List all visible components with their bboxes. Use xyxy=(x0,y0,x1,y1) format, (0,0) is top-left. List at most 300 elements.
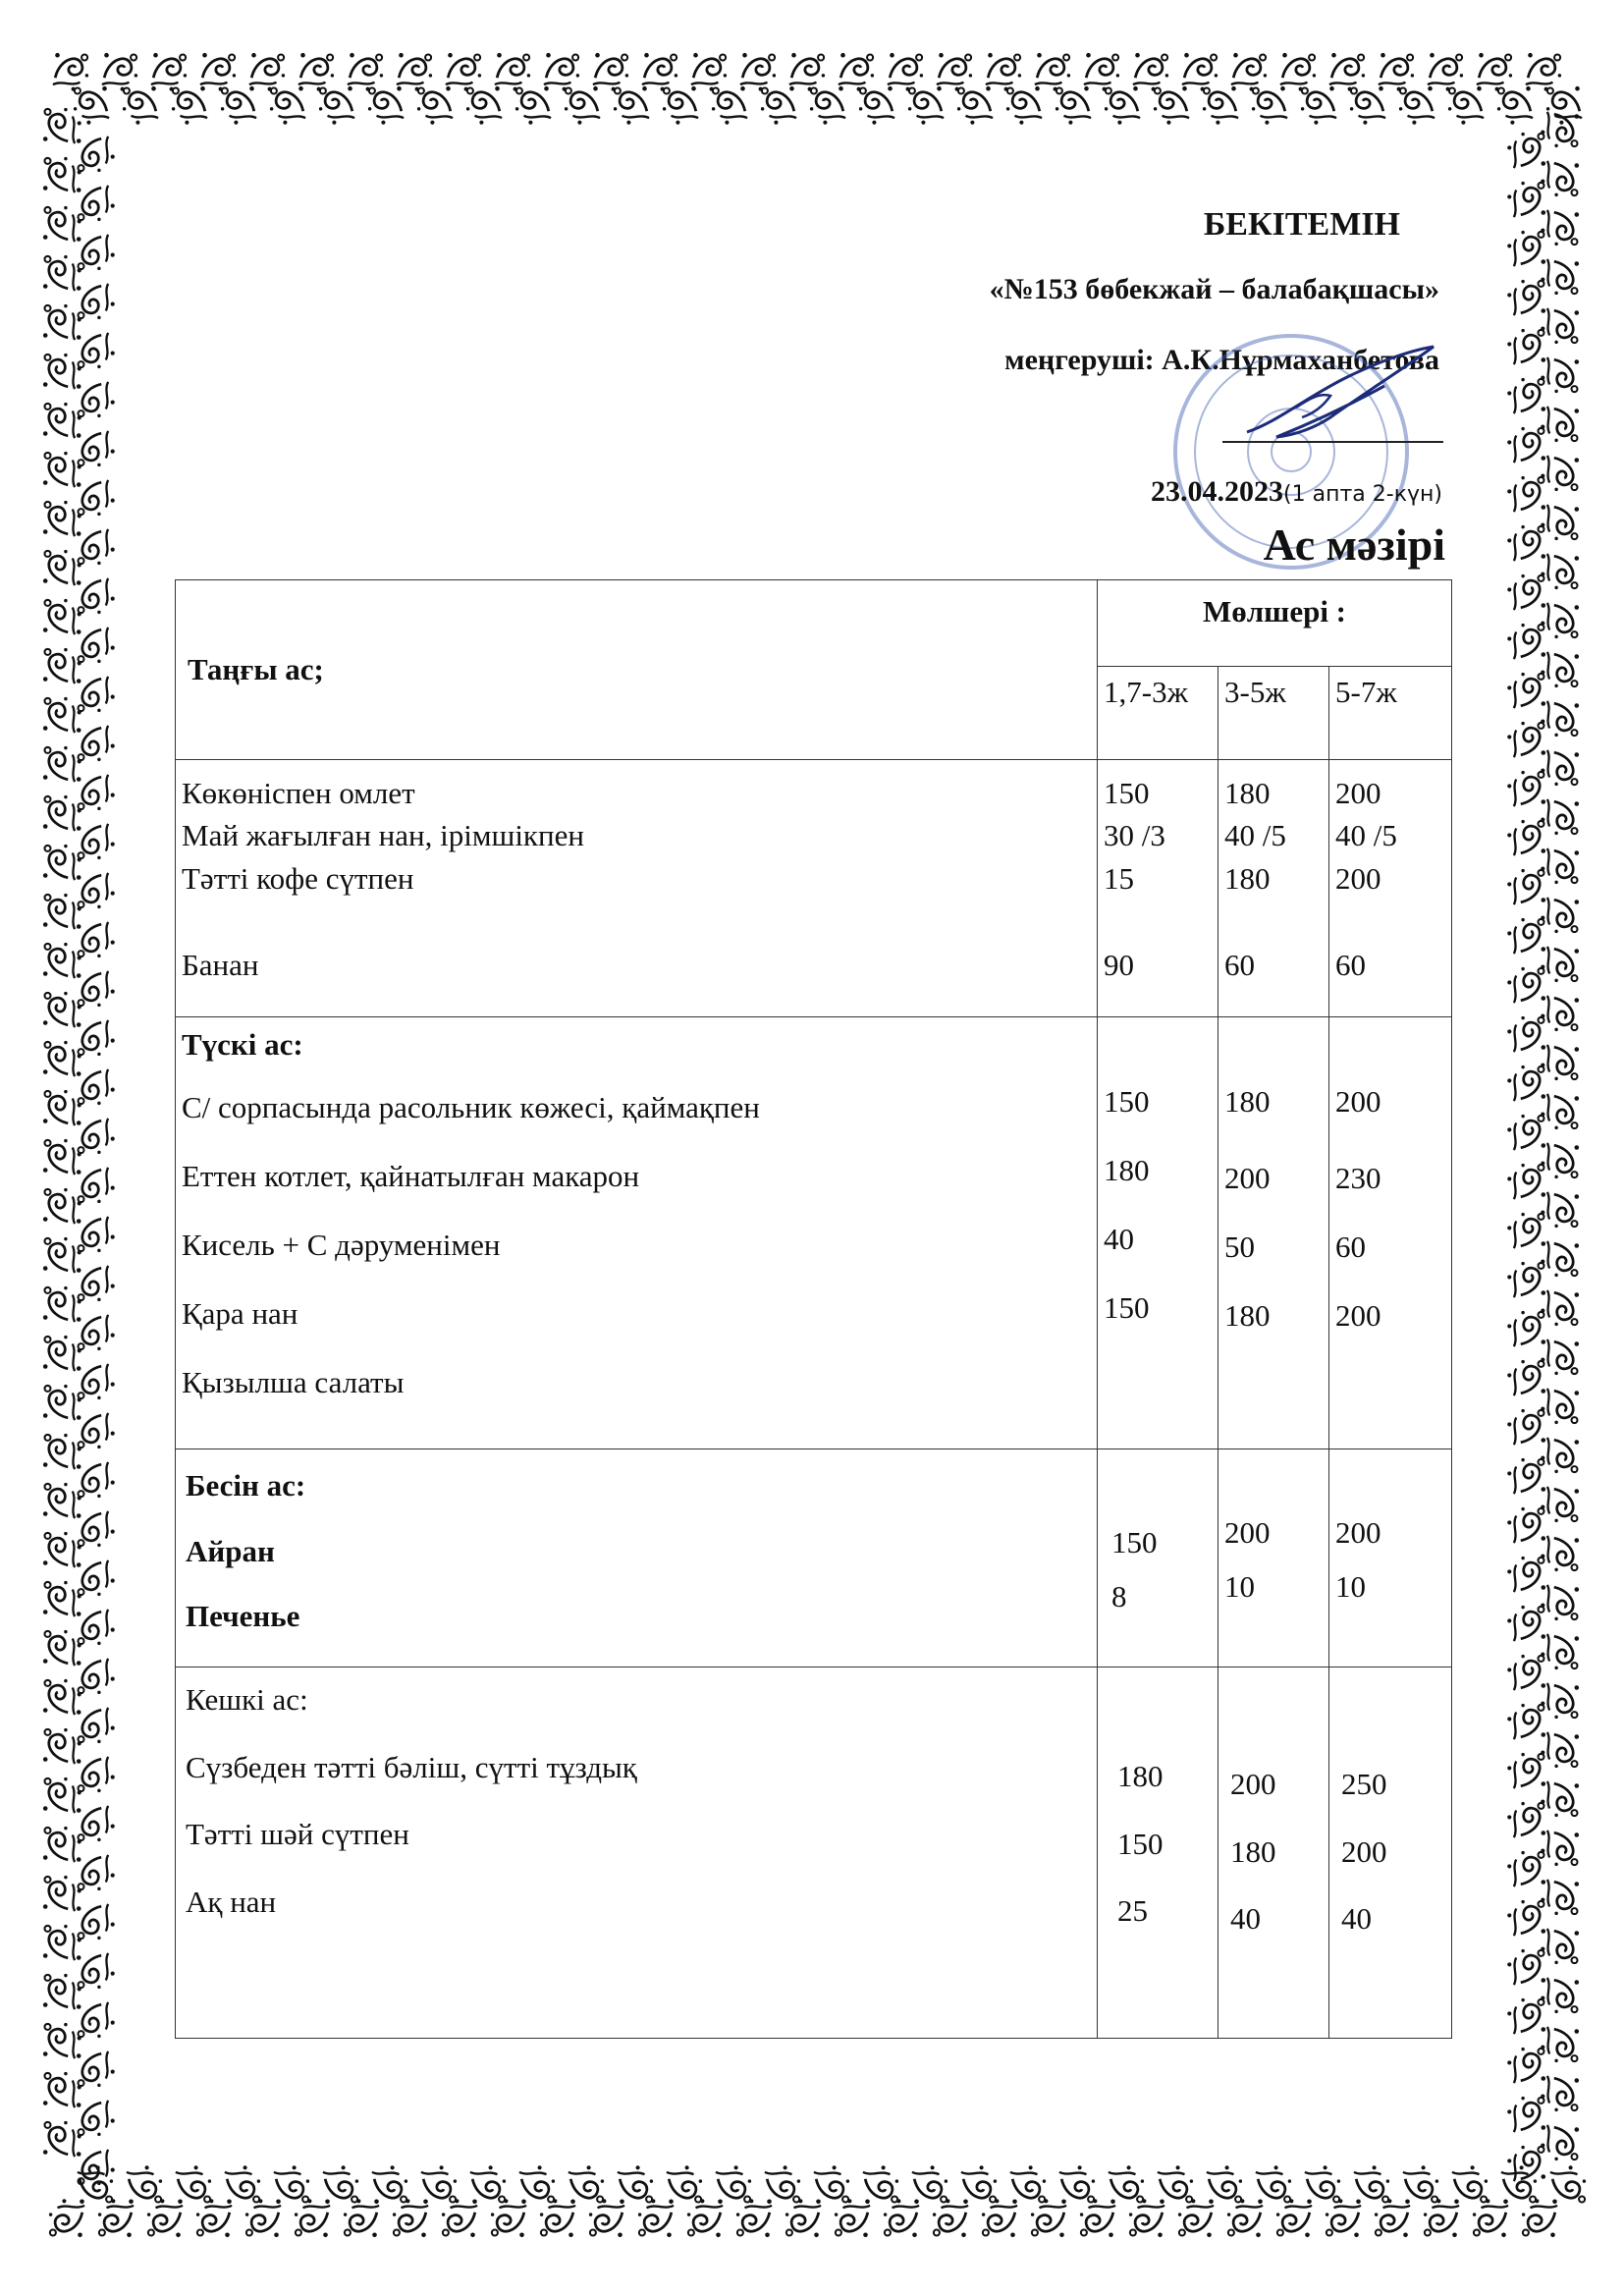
border-ornament xyxy=(77,824,115,859)
border-ornament xyxy=(77,726,115,761)
border-ornament xyxy=(43,1139,81,1175)
border-ornament xyxy=(43,599,81,634)
border-ornament xyxy=(77,235,115,270)
quantity-header-row xyxy=(176,580,1452,667)
border-ornament xyxy=(77,1904,115,1940)
qty-value: 25 xyxy=(1117,1893,1148,1928)
border-ornament xyxy=(1541,848,1579,884)
border-ornament xyxy=(1541,1438,1579,1473)
border-ornament xyxy=(1507,673,1545,708)
border-ornament xyxy=(77,1855,115,1890)
lunch-row xyxy=(176,1017,1452,1449)
border-ornament xyxy=(1473,2199,1508,2237)
qty-value: 10 xyxy=(1224,1568,1255,1604)
border-ornament xyxy=(1326,2199,1361,2237)
border-ornament xyxy=(43,992,81,1027)
border-ornament xyxy=(691,53,727,91)
border-ornament xyxy=(1507,1704,1545,1739)
qty-value: 150 xyxy=(1104,776,1150,810)
border-ornament xyxy=(1507,722,1545,757)
border-ornament xyxy=(1541,161,1579,196)
qty-value: 50 xyxy=(1224,1230,1255,1265)
border-ornament xyxy=(765,2165,800,2204)
border-ornament xyxy=(1010,2165,1046,2204)
border-ornament xyxy=(43,1237,81,1273)
border-ornament xyxy=(933,2199,968,2237)
border-ornament xyxy=(1507,2146,1545,2181)
menu-item: С/ сорпасында расольник көжесі, қаймақпен xyxy=(182,1090,760,1125)
qty-value: 40 xyxy=(1341,1901,1372,1936)
border-ornament xyxy=(466,86,502,125)
border-ornament xyxy=(614,86,649,125)
border-ornament xyxy=(1105,86,1140,125)
border-ornament xyxy=(1507,1507,1545,1543)
border-ornament xyxy=(442,2199,477,2237)
border-ornament xyxy=(77,2051,115,2087)
border-ornament xyxy=(43,1286,81,1322)
border-ornament xyxy=(1507,1949,1545,1985)
border-ornament xyxy=(1501,2165,1537,2204)
border-ornament xyxy=(1403,2165,1438,2204)
border-ornament xyxy=(1084,53,1119,91)
border-ornament xyxy=(77,1806,115,1841)
border-ornament xyxy=(736,2199,772,2237)
border-ornament xyxy=(417,86,453,125)
border-ornament xyxy=(43,1974,81,2009)
border-ornament xyxy=(1154,86,1189,125)
qty-value: 60 xyxy=(1335,948,1366,983)
border-ornament xyxy=(1280,53,1316,91)
border-ornament xyxy=(77,333,115,368)
qty-value: 150 xyxy=(1104,1290,1150,1326)
border-ornament xyxy=(1424,2199,1459,2237)
border-ornament xyxy=(1507,427,1545,463)
border-ornament xyxy=(1541,1732,1579,1768)
qty-value: 200 xyxy=(1224,1161,1271,1196)
menu-item: Кисель + С дәруменімен xyxy=(182,1228,501,1263)
border-ornament xyxy=(863,2165,898,2204)
border-ornament xyxy=(43,1090,81,1125)
border-ornament xyxy=(859,86,894,125)
border-ornament xyxy=(348,53,383,91)
border-ornament xyxy=(1178,2199,1214,2237)
border-ornament xyxy=(1207,2165,1242,2204)
head-name: меңгеруші: А.К.Нұрмаханбетова xyxy=(1004,344,1439,376)
border-ornament xyxy=(1080,2199,1115,2237)
border-ornament xyxy=(1354,2165,1389,2204)
border-ornament xyxy=(565,86,600,125)
border-ornament xyxy=(74,86,109,125)
dinner-title: Кешкі ас: xyxy=(186,1682,308,1717)
menu-item: Еттен котлет, қайнатылған макарон xyxy=(182,1159,640,1194)
qty-value: 40 /5 xyxy=(1224,818,1286,853)
border-ornament xyxy=(1203,86,1238,125)
qty-value: 30 /3 xyxy=(1104,818,1165,853)
border-ornament xyxy=(1507,1409,1545,1445)
qty-value: 15 xyxy=(1104,860,1134,896)
border-ornament xyxy=(43,2121,81,2157)
border-ornament xyxy=(1329,53,1365,91)
qty-value: 180 xyxy=(1224,1298,1271,1334)
border-ornament xyxy=(43,1188,81,1224)
border-ornament xyxy=(1305,2165,1340,2204)
border-ornament xyxy=(43,1532,81,1567)
border-ornament xyxy=(43,403,81,438)
border-ornament xyxy=(43,1630,81,1666)
border-ornament xyxy=(1507,1851,1545,1886)
border-ornament xyxy=(43,894,81,929)
border-ornament xyxy=(77,2150,115,2185)
qty-value: 60 xyxy=(1224,948,1255,983)
border-ornament xyxy=(43,255,81,291)
border-ornament xyxy=(1541,603,1579,638)
breakfast-title: Таңғы ас; xyxy=(176,580,1098,760)
border-ornament xyxy=(912,2165,947,2204)
border-ornament xyxy=(1541,259,1579,295)
border-ornament xyxy=(687,2199,723,2237)
border-ornament xyxy=(716,2165,751,2204)
border-ornament xyxy=(1541,1634,1579,1669)
border-ornament xyxy=(961,2165,997,2204)
qty-value: 200 xyxy=(1341,1833,1387,1869)
border-ornament xyxy=(1541,1143,1579,1178)
border-ornament xyxy=(884,2199,919,2237)
border-ornament xyxy=(1541,1487,1579,1522)
qty-value: 180 xyxy=(1117,1759,1164,1793)
border-ornament xyxy=(1507,624,1545,659)
border-ornament xyxy=(77,137,115,172)
border-ornament xyxy=(667,2165,702,2204)
border-ornament xyxy=(1231,53,1267,91)
border-ornament xyxy=(1507,2048,1545,2083)
border-ornament xyxy=(712,86,747,125)
border-ornament xyxy=(43,108,81,143)
border-ornament xyxy=(1541,505,1579,540)
border-ornament xyxy=(1507,1998,1545,2034)
border-ornament xyxy=(77,873,115,908)
border-ornament xyxy=(49,2199,84,2237)
border-ornament xyxy=(1507,476,1545,512)
qty-value: 180 xyxy=(1224,1084,1271,1119)
border-ornament xyxy=(785,2199,821,2237)
qty-value: 180 xyxy=(1230,1833,1276,1869)
menu-item: Печенье xyxy=(186,1599,300,1633)
menu-item: Тәтті кофе сүтпен xyxy=(182,860,414,896)
border-ornament xyxy=(1541,1929,1579,1964)
border-ornament xyxy=(77,1953,115,1989)
border-ornament xyxy=(1507,1900,1545,1936)
border-ornament xyxy=(618,2165,653,2204)
border-ornament xyxy=(1507,1802,1545,1837)
menu-item: Сүзбеден тәтті бәліш, сүтті тұздық xyxy=(186,1749,637,1784)
border-ornament xyxy=(43,1679,81,1715)
border-ornament xyxy=(43,1483,81,1518)
border-ornament xyxy=(1541,456,1579,491)
qty-value: 200 xyxy=(1224,1515,1271,1550)
border-ornament xyxy=(43,1777,81,1813)
border-ornament xyxy=(43,648,81,683)
border-ornament xyxy=(77,1069,115,1105)
border-ornament xyxy=(270,86,305,125)
border-ornament xyxy=(638,2199,674,2237)
border-ornament xyxy=(77,480,115,516)
qty-value: 200 xyxy=(1335,1298,1381,1334)
border-ornament xyxy=(515,86,551,125)
age-group-3: 5-7ж xyxy=(1329,667,1452,760)
border-ornament xyxy=(77,2002,115,2038)
border-ornament xyxy=(77,431,115,466)
border-ornament xyxy=(43,206,81,242)
border-ornament xyxy=(986,53,1021,91)
border-ornament xyxy=(77,1610,115,1645)
border-ornament xyxy=(43,1041,81,1076)
border-ornament xyxy=(1350,86,1385,125)
border-ornament xyxy=(1507,231,1545,266)
border-ornament xyxy=(1541,1683,1579,1719)
border-ornament xyxy=(1541,1781,1579,1817)
border-ornament xyxy=(1541,2027,1579,2062)
border-ornament xyxy=(1507,1164,1545,1199)
menu-item: Май жағылған нан, ірімшікпен xyxy=(182,818,584,853)
qty-value: 180 xyxy=(1224,776,1271,810)
menu-item: Тәтті шәй сүтпен xyxy=(186,1817,409,1851)
qty-value: 200 xyxy=(1335,860,1381,896)
border-ornament xyxy=(1507,1066,1545,1101)
border-ornament xyxy=(1507,525,1545,561)
border-ornament xyxy=(1452,2165,1488,2204)
border-ornament xyxy=(1477,53,1512,91)
border-ornament xyxy=(1541,554,1579,589)
border-ornament xyxy=(43,1581,81,1616)
border-ornament xyxy=(43,1827,81,1862)
border-ornament xyxy=(43,1728,81,1764)
border-ornament xyxy=(221,86,256,125)
snack-title: Бесін ас: xyxy=(186,1468,306,1503)
border-ornament xyxy=(789,53,825,91)
border-ornament xyxy=(1507,1655,1545,1690)
border-ornament xyxy=(53,53,88,91)
border-ornament xyxy=(1526,53,1561,91)
border-ornament xyxy=(77,1413,115,1449)
border-ornament xyxy=(77,971,115,1007)
border-ornament xyxy=(397,53,432,91)
border-ornament xyxy=(1507,182,1545,217)
qty-value: 10 xyxy=(1335,1568,1366,1604)
border-ornament xyxy=(957,86,993,125)
week-day: (1 апта 2-күн) xyxy=(1283,482,1442,507)
border-ornament xyxy=(1541,1339,1579,1375)
border-ornament xyxy=(839,53,874,91)
border-ornament xyxy=(43,1925,81,1960)
border-ornament xyxy=(1227,2199,1263,2237)
qty-value: 8 xyxy=(1111,1578,1127,1613)
border-ornament xyxy=(1129,2199,1164,2237)
kindergarten-name: «№153 бөбекжай – балабақшасы» xyxy=(989,273,1439,305)
menu-item: Банан xyxy=(182,948,259,983)
border-ornament xyxy=(1507,1360,1545,1395)
menu-item: Ақ нан xyxy=(186,1884,277,1919)
border-ornament xyxy=(470,2165,506,2204)
border-ornament xyxy=(740,53,776,91)
border-ornament xyxy=(77,1315,115,1350)
border-ornament xyxy=(1507,1262,1545,1297)
border-ornament xyxy=(1507,280,1545,315)
border-ornament xyxy=(544,53,579,91)
border-ornament xyxy=(1133,53,1168,91)
border-ornament xyxy=(1550,2165,1586,2204)
border-ornament xyxy=(77,1659,115,1694)
border-ornament xyxy=(43,1876,81,1911)
menu-item: Қызылша салаты xyxy=(182,1365,405,1400)
border-ornament xyxy=(491,2199,526,2237)
border-ornament xyxy=(127,2165,162,2204)
border-ornament xyxy=(344,2199,379,2237)
border-ornament xyxy=(1507,1557,1545,1592)
border-ornament xyxy=(43,501,81,536)
border-ornament xyxy=(298,53,334,91)
border-ornament xyxy=(77,1757,115,1792)
signature xyxy=(1237,339,1443,447)
border-ornament xyxy=(77,529,115,565)
border-ornament xyxy=(1276,2199,1312,2237)
border-ornament xyxy=(888,53,923,91)
border-ornament xyxy=(196,2199,232,2237)
border-ornament xyxy=(43,1434,81,1469)
qty-value: 40 /5 xyxy=(1335,818,1397,853)
border-ornament xyxy=(172,86,207,125)
border-ornament xyxy=(1507,2097,1545,2132)
qty-value: 40 xyxy=(1230,1901,1261,1936)
border-ornament xyxy=(43,746,81,782)
border-ornament xyxy=(77,382,115,417)
border-ornament xyxy=(1379,53,1414,91)
border-ornament xyxy=(1507,329,1545,364)
border-ornament xyxy=(1301,86,1336,125)
border-ornament xyxy=(1541,1290,1579,1326)
border-ornament xyxy=(1006,86,1042,125)
border-ornament xyxy=(982,2199,1017,2237)
border-ornament xyxy=(1507,918,1545,954)
border-ornament xyxy=(1541,799,1579,835)
border-ornament xyxy=(1541,1389,1579,1424)
border-ornament xyxy=(176,2165,211,2204)
border-ornament xyxy=(1541,2076,1579,2111)
border-ornament xyxy=(593,53,628,91)
menu-date-line xyxy=(1151,475,1442,509)
border-ornament xyxy=(1507,869,1545,904)
border-ornament xyxy=(1507,1753,1545,1788)
border-ornament xyxy=(1541,701,1579,737)
border-ornament xyxy=(43,845,81,880)
qty-value: 230 xyxy=(1335,1161,1381,1196)
border-ornament xyxy=(1031,2199,1066,2237)
border-ornament xyxy=(761,86,796,125)
qty-value: 250 xyxy=(1341,1767,1387,1801)
border-ornament xyxy=(43,2023,81,2058)
border-ornament xyxy=(43,2072,81,2107)
border-ornament xyxy=(1541,407,1579,442)
border-ornament xyxy=(495,53,530,91)
lunch-title: Түскі ас: xyxy=(182,1027,303,1062)
border-ornament xyxy=(1541,1585,1579,1620)
border-ornament xyxy=(77,284,115,319)
signature-line xyxy=(1222,441,1443,443)
border-ornament xyxy=(43,354,81,389)
border-ornament xyxy=(372,2165,407,2204)
border-ornament xyxy=(77,1708,115,1743)
border-ornament xyxy=(77,2101,115,2136)
border-ornament xyxy=(1522,2199,1557,2237)
border-ornament xyxy=(319,86,354,125)
border-ornament xyxy=(1541,750,1579,786)
border-ornament xyxy=(1507,378,1545,413)
border-ornament xyxy=(123,86,158,125)
border-ornament xyxy=(1059,2165,1095,2204)
border-ornament xyxy=(77,1020,115,1056)
border-ornament xyxy=(77,775,115,810)
border-ornament xyxy=(1507,574,1545,610)
menu-item: Айран xyxy=(186,1533,275,1568)
border-ornament xyxy=(77,578,115,614)
border-ornament xyxy=(1448,86,1484,125)
border-ornament xyxy=(1541,308,1579,344)
border-ornament xyxy=(1507,820,1545,855)
border-ornament xyxy=(43,943,81,978)
qty-value: 200 xyxy=(1335,1515,1381,1550)
border-ornament xyxy=(1541,1045,1579,1080)
breakfast-row xyxy=(176,760,1452,1017)
border-ornament xyxy=(1541,947,1579,982)
border-ornament xyxy=(1507,1115,1545,1150)
border-ornament xyxy=(43,795,81,831)
border-ornament xyxy=(1497,86,1533,125)
border-ornament xyxy=(1507,133,1545,168)
border-ornament xyxy=(519,2165,555,2204)
qty-value: 150 xyxy=(1111,1525,1158,1559)
border-ornament xyxy=(421,2165,457,2204)
border-ornament xyxy=(43,550,81,585)
border-ornament xyxy=(1541,1831,1579,1866)
border-ornament xyxy=(249,53,285,91)
border-ornament xyxy=(835,2199,870,2237)
border-ornament xyxy=(1541,1880,1579,1915)
border-ornament xyxy=(43,1385,81,1420)
border-ornament xyxy=(1428,53,1463,91)
border-ornament xyxy=(151,53,187,91)
border-ornament xyxy=(1109,2165,1144,2204)
qty-value: 200 xyxy=(1335,1084,1381,1119)
border-ornament xyxy=(1541,357,1579,393)
border-ornament xyxy=(1541,1536,1579,1571)
border-ornament xyxy=(1541,996,1579,1031)
border-ornament xyxy=(77,1364,115,1399)
border-ornament xyxy=(568,2165,604,2204)
border-ornament xyxy=(43,452,81,487)
approval-title: БЕКІТЕМІН xyxy=(1203,206,1400,243)
border-ornament xyxy=(1541,898,1579,933)
border-ornament xyxy=(1056,86,1091,125)
border-ornament xyxy=(1541,1241,1579,1277)
border-ornament xyxy=(43,304,81,340)
border-ornament xyxy=(77,1462,115,1498)
border-ornament xyxy=(1158,2165,1193,2204)
border-ornament xyxy=(1507,967,1545,1003)
border-ornament xyxy=(540,2199,575,2237)
menu-table xyxy=(175,579,1452,2039)
border-ornament xyxy=(663,86,698,125)
border-ornament xyxy=(1541,210,1579,246)
border-ornament xyxy=(1507,1213,1545,1248)
